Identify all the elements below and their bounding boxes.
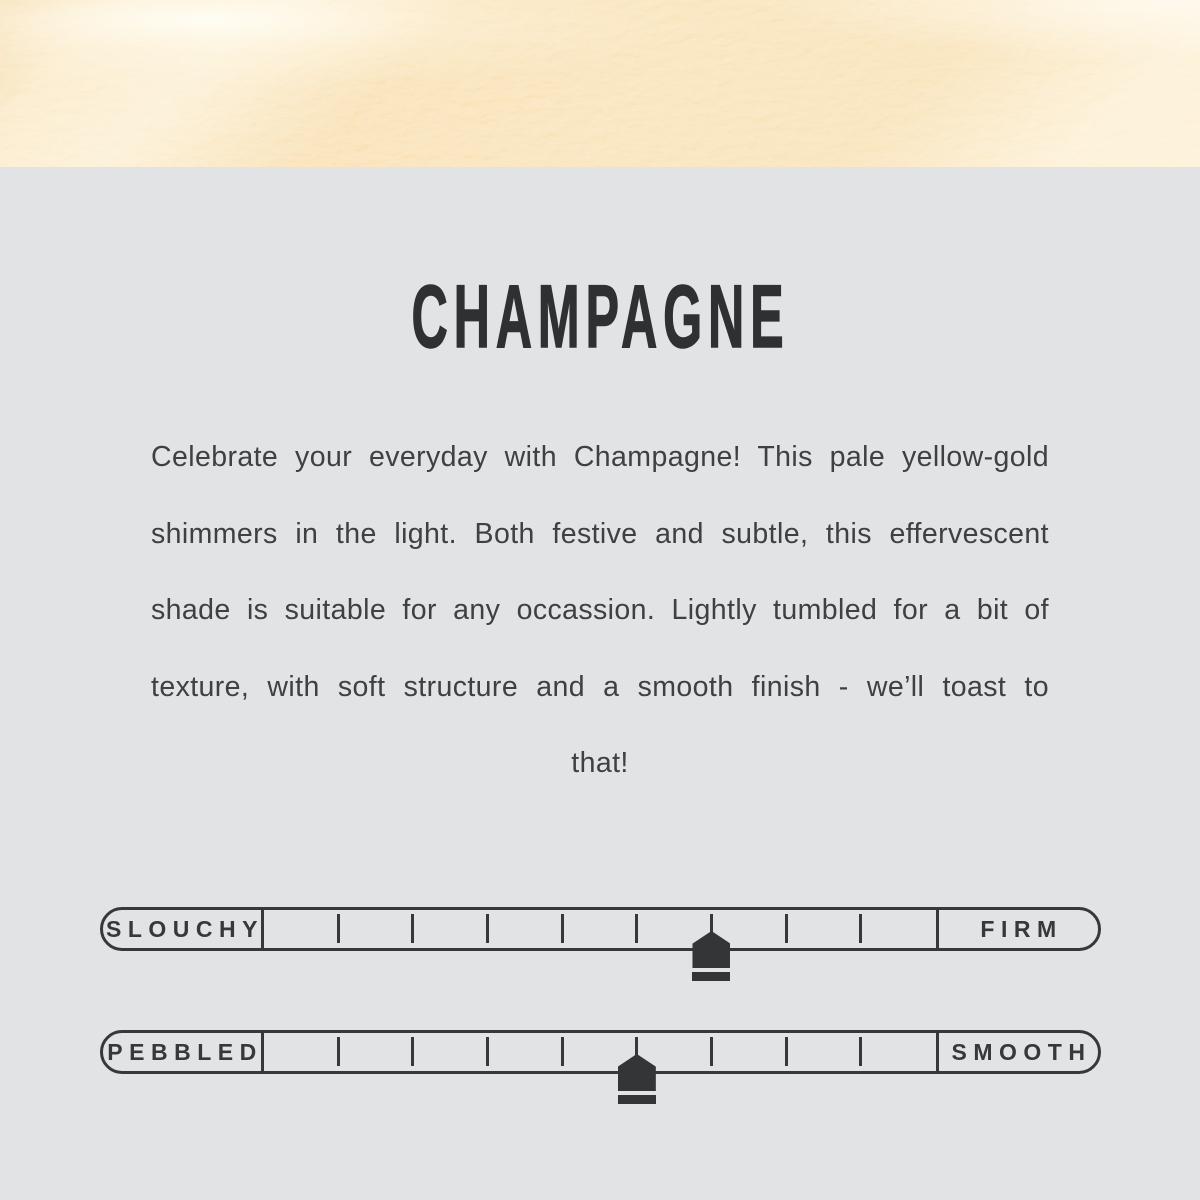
scale-tick <box>411 914 414 943</box>
scale-tick <box>337 1037 340 1066</box>
structure-scale <box>100 907 1101 951</box>
marker-base-bar <box>618 1095 656 1104</box>
scale-right-label: SMOOTH <box>951 1038 1092 1065</box>
scale-marker <box>692 931 730 1003</box>
scale-tick <box>486 1037 489 1066</box>
marker-base-bar <box>692 972 730 981</box>
scale-tick <box>486 914 489 943</box>
scale-track <box>261 1033 939 1071</box>
scale-marker <box>618 1054 656 1126</box>
scale-track <box>261 910 939 948</box>
scale-tick <box>561 1037 564 1066</box>
scale-tick <box>859 914 862 943</box>
marker-pointer-icon <box>618 1054 656 1091</box>
scale-tick <box>785 1037 788 1066</box>
scale-tick <box>710 1037 713 1066</box>
leather-texture-image <box>0 0 1200 167</box>
color-name-title <box>0 266 1200 366</box>
color-name-text: CHAMPAGNE <box>411 266 789 366</box>
scale-tick <box>411 1037 414 1066</box>
scale-tick <box>635 914 638 943</box>
scale-tick <box>859 1037 862 1066</box>
scale-left-label: SLOUCHY <box>106 915 264 942</box>
scale-tick <box>561 914 564 943</box>
scale-tick <box>785 914 788 943</box>
color-description: Celebrate your everyday with Champagne! This pale yellow-gold shimmers in the light. Both festive and subtle, this effervescent shade is suitable for any occassion. Lightly tumbled for a bit of texture, with soft structure and a smooth finish - we’ll toast to that! <box>151 441 1049 779</box>
scale-tick <box>337 914 340 943</box>
scale-left-label: PEBBLED <box>107 1038 263 1065</box>
marker-pointer-icon <box>692 931 730 968</box>
leather-swatch-photo <box>0 0 1200 167</box>
scale-right-label: FIRM <box>980 915 1063 942</box>
texture-scale <box>100 1030 1101 1074</box>
